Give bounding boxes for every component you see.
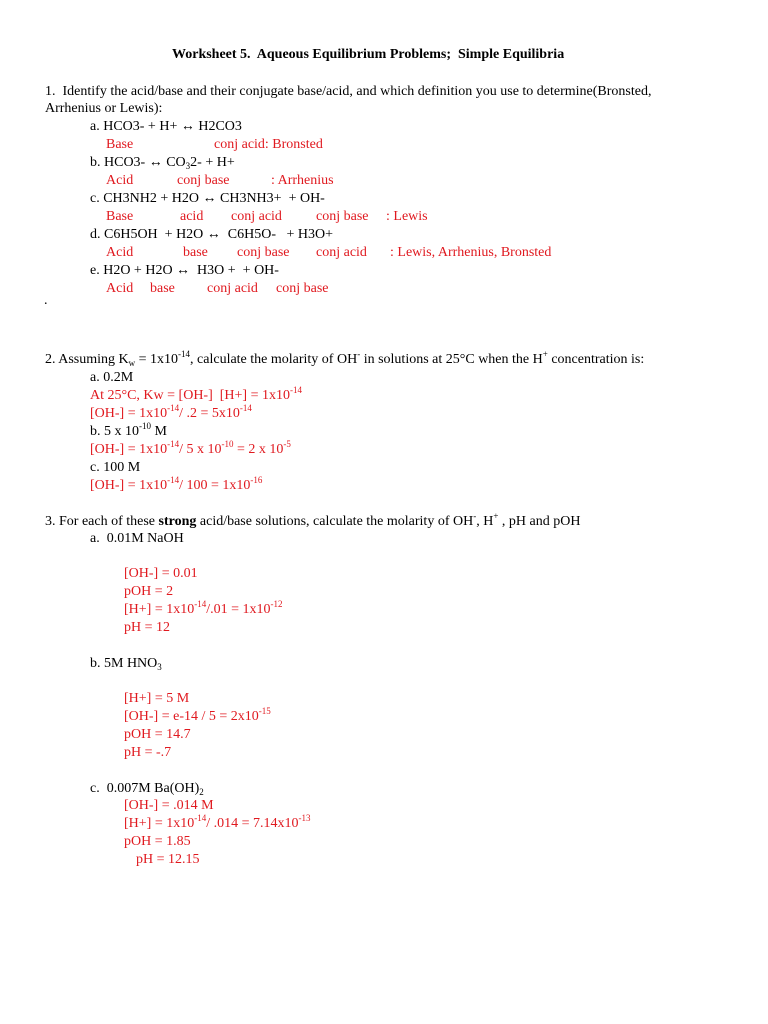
- q3c-ph: pH = 12.15: [136, 852, 200, 867]
- stray-dot: .: [44, 293, 48, 308]
- q1b-ans-3: : Arrhenius: [271, 173, 334, 188]
- q1e-ans-3: conj acid: [207, 281, 258, 296]
- q2b-label: b. 5 x $10^{-10}$ M: [90, 421, 167, 439]
- q3a-label: a. 0.01M NaOH: [90, 531, 184, 546]
- q1b-label: b. HCO3- ↔ $CO_32- + H+$: [90, 155, 235, 171]
- q3a-oh: [OH-] = 0.01: [124, 566, 198, 581]
- q3b-ph: pH = -.7: [124, 745, 172, 760]
- q3a-h: $[H+] = 1x10^{-14}/.01 = 1x10^{-12}$: [124, 599, 283, 617]
- q3-prompt: 3. For each of these strong acid/base solutions, calculate the molarity of OH-, H+ , pH and pOH: [45, 511, 581, 529]
- q2a-ans-2: $[OH-] = 1x10^{-14}/$ $.2 = 5x10^{-14}$: [90, 403, 252, 421]
- q1a-label: a. HCO3- + H+ ↔ H2CO3: [90, 119, 242, 134]
- q1e-ans-1: Acid: [106, 281, 134, 296]
- q1c-ans-3: conj acid: [231, 209, 282, 224]
- q3c-h: $[H+] = 1x10^{-14}/$ $.014 = 7.14x10^{-13}$: [124, 813, 311, 831]
- q1d-ans-3: conj base: [237, 245, 290, 260]
- q1-prompt-line1: 1. Identify the acid/base and their conjugate base/acid, and which definition you use to determine(Bronsted,: [45, 84, 652, 99]
- q2c-ans: $[OH-] = 1x10^{-14}/$ $100 = 1x10^{-16}$: [90, 475, 263, 493]
- q1c-ans-5: : Lewis: [386, 209, 428, 224]
- q3c-oh: [OH-] = .014 M: [124, 798, 214, 813]
- q3c-label: c. 0.007M $Ba(OH)_2$: [90, 781, 204, 797]
- q1e-ans-4: conj base: [276, 281, 329, 296]
- q1d-ans-1: Acid: [106, 245, 134, 260]
- q3b-poh: pOH = 14.7: [124, 727, 191, 742]
- q1d-ans-4: conj acid: [316, 245, 367, 260]
- q1d-ans-2: base: [183, 245, 208, 260]
- q2c-label: c. 100 M: [90, 460, 141, 475]
- q2a-ans-1: At 25°C, Kw = [OH-] $[H+] = 1x10^{-14}$: [90, 385, 302, 403]
- q1a-ans-2: conj acid: Bronsted: [214, 137, 323, 152]
- q2-prompt: 2. Assuming $K_w = 1x10^{-14}$, calculate the molarity of OH- in solutions at 25°C when the H+ concentration is:: [45, 349, 645, 368]
- q3a-poh: pOH = 2: [124, 584, 174, 599]
- q1-prompt-line2: Arrhenius or Lewis):: [45, 101, 163, 116]
- q3b-oh: $[OH-] = e-14 / 5 = 2x10^{-15}$: [124, 706, 271, 724]
- q1e-label: e. H2O + H2O ↔ H3O + + OH-: [90, 263, 279, 278]
- q3b-h: [H+] = 5 M: [124, 691, 190, 706]
- q1c-ans-2: acid: [180, 209, 204, 224]
- q1b-ans-1: Acid: [106, 173, 134, 188]
- q3c-poh: pOH = 1.85: [124, 834, 191, 849]
- q1c-label: c. CH3NH2 + H2O ↔ CH3NH3+ + OH-: [90, 191, 325, 206]
- q2b-ans: $[OH-] = 1x10^{-14}/$ 5 x $10^{-10} = 2$ x $10^{-5}$: [90, 439, 291, 457]
- q3a-ph: pH = 12: [124, 620, 171, 635]
- page-title: Worksheet 5. Aqueous Equilibrium Problems; Simple Equilibria: [172, 47, 565, 62]
- q1d-ans-5: : Lewis, Arrhenius, Bronsted: [390, 245, 552, 260]
- q3b-label: b. 5M $HNO_3$: [90, 656, 162, 672]
- q1c-ans-1: Base: [106, 209, 134, 224]
- q1b-ans-2: conj base: [177, 173, 230, 188]
- q1c-ans-4: conj base: [316, 209, 369, 224]
- q1d-label: d. C6H5OH + H2O ↔ C6H5O- + H3O+: [90, 227, 334, 242]
- q1a-ans-1: Base: [106, 137, 134, 152]
- q2a-label: a. 0.2M: [90, 370, 134, 385]
- q1e-ans-2: base: [150, 281, 175, 296]
